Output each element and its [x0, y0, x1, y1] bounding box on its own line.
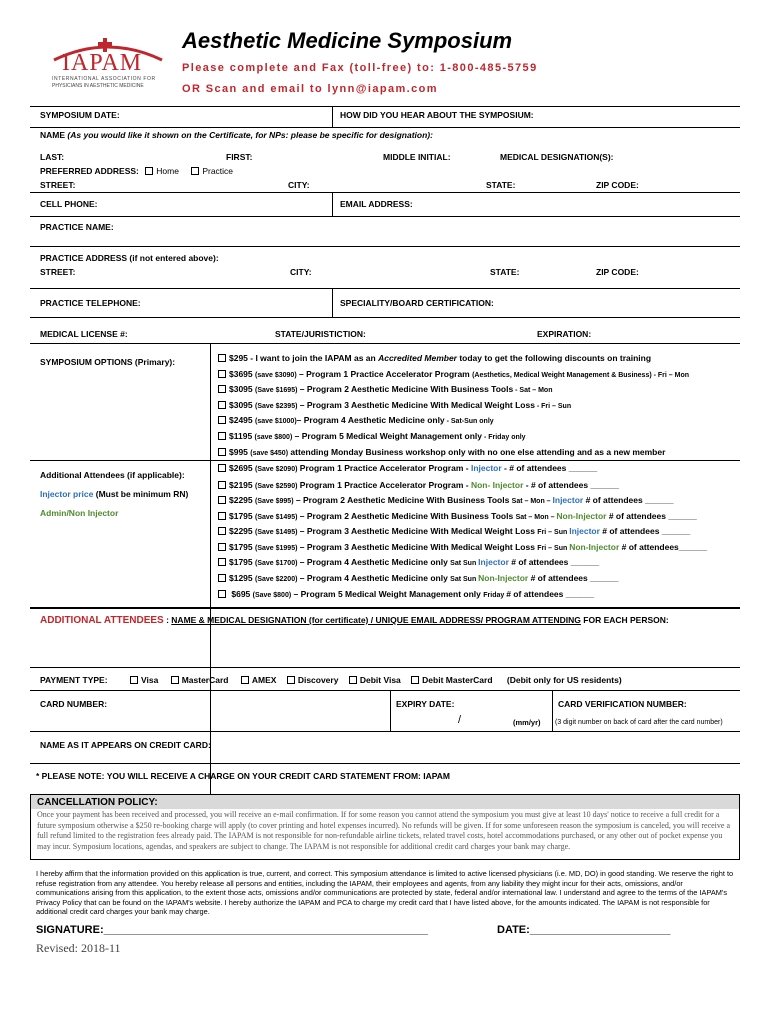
program-name: Program 1 Practice Accelerator Program -: [297, 463, 471, 473]
option-business-workshop[interactable]: $995 (save $450) attending Monday Business workshop only with no one else attending and as a new member: [218, 447, 665, 457]
checkbox[interactable]: [218, 354, 226, 362]
checkbox[interactable]: [218, 512, 226, 520]
card-number-field[interactable]: CARD NUMBER:: [40, 699, 108, 709]
name-label: NAME: [40, 130, 66, 140]
checkbox[interactable]: [218, 370, 226, 378]
payment-options: [130, 675, 622, 685]
signature-line[interactable]: SIGNATURE:_____________________________________________________: [36, 924, 428, 936]
checkbox[interactable]: [218, 590, 226, 598]
debit-visa-checkbox[interactable]: [349, 676, 357, 684]
program-name: – Program 5 Medical Weight Management only: [291, 589, 484, 599]
price: $1795: [229, 542, 255, 552]
jurisdiction-field[interactable]: STATE/JURISTICTION:: [275, 329, 366, 339]
program-name: – Program 2 Aesthetic Medicine With Business Tools: [297, 511, 516, 521]
middle-initial-field[interactable]: MIDDLE INITIAL:: [383, 152, 451, 162]
practice-state-field[interactable]: STATE:: [490, 267, 520, 277]
attendee-count[interactable]: # of attendees ______: [583, 495, 674, 505]
program-name: – Program 3 Aesthetic Medicine With Medical Weight Loss: [297, 542, 538, 552]
symposium-options-label: SYMPOSIUM OPTIONS (Primary):: [40, 357, 176, 367]
attendee-count[interactable]: # of attendees ______: [506, 589, 595, 599]
additional-option-1[interactable]: [218, 463, 597, 473]
option-program-2[interactable]: $3095 (Save $1695) – Program 2 Aesthetic Medicine With Business Tools - Sat – Mon: [218, 384, 552, 394]
additional-option-8[interactable]: [218, 573, 618, 583]
revised-label: Revised: 2018-11: [36, 941, 121, 955]
checkbox[interactable]: [218, 464, 226, 472]
mmyr-label: (mm/yr): [513, 718, 541, 727]
additional-attendees-label: Additional Attendees (if applicable):: [40, 470, 185, 480]
date-line[interactable]: DATE:_______________________: [497, 924, 671, 936]
payment-type-label: PAYMENT TYPE:: [40, 675, 108, 685]
attendee-count[interactable]: # of attendees ______: [599, 526, 691, 536]
logo-text: IAPAM: [62, 50, 143, 76]
savings: (Save $800): [252, 592, 292, 599]
expiration-field[interactable]: EXPIRATION:: [537, 329, 592, 339]
preferred-address-label: PREFERRED ADDRESS:: [40, 166, 139, 176]
checkbox[interactable]: [218, 385, 226, 393]
additional-attendees-tail: FOR EACH PERSON:: [580, 615, 669, 625]
additional-option-4[interactable]: [218, 511, 697, 521]
price: $1295: [229, 573, 255, 583]
name-note: (As you would like it shown on the Certificate, for NPs: please be specific for designation):: [67, 130, 433, 140]
savings: (Save $2590): [255, 483, 298, 490]
home-label: Home: [156, 166, 179, 176]
cvn-field[interactable]: CARD VERIFICATION NUMBER:: [558, 699, 687, 709]
savings: (Save $1995): [255, 545, 298, 552]
attendee-type: Injector: [552, 495, 584, 505]
program-name: Program 1 Practice Accelerator Program -: [297, 480, 471, 490]
cell-phone-field[interactable]: CELL PHONE:: [40, 199, 98, 209]
days: Fri – Sun: [537, 529, 570, 536]
additional-option-2[interactable]: [218, 480, 619, 490]
fax-line: Please complete and Fax (toll-free) to: 1-800-485-5759: [182, 62, 538, 74]
price: $1795: [229, 511, 255, 521]
practice-street-field[interactable]: STREET:: [40, 267, 76, 277]
license-field[interactable]: MEDICAL LICENSE #:: [40, 329, 128, 339]
additional-option-9[interactable]: [218, 589, 594, 599]
amex-checkbox[interactable]: [241, 676, 249, 684]
zip-field[interactable]: ZIP CODE:: [596, 180, 639, 190]
name-label-row: [40, 130, 433, 140]
discovery-checkbox[interactable]: [287, 676, 295, 684]
savings: (Save $1700): [255, 560, 298, 567]
savings: (Save $1495): [255, 529, 298, 536]
attendee-count[interactable]: - # of attendees ______: [501, 463, 598, 473]
checkbox[interactable]: [218, 543, 226, 551]
price: $2295: [229, 526, 255, 536]
option-program-1[interactable]: $3695 (save $3090) – Program 1 Practice Accelerator Program (Aesthetics, Medical Weight Management & Business) - Fri – Mon: [218, 369, 689, 379]
cancellation-text: Once your payment has been received and processed, you will receive an e-mail confirmation. If for some reason you cannot attend the symposium you must give at least 10 days' notice to receive a full credit for a future symposium otherwise a $250 re-booking charge will apply (to cover printing and hotel expenses incurred). No refunds will be given. If for some unforeseen reason the symposium is canceled, you will receive a full refund limited to the registration fees already paid. The IAPAM is not responsible for non-refundable airline tickets, related travel costs, hotel accommodations purchased, or any other out of pocket expense you may incur. Symposium locations, agendas, and speakers are subject to change. The IAPAM is not responsible for additional credit card charges your bank may charge.: [37, 810, 730, 851]
price: $1795: [229, 557, 255, 567]
price: $2695: [229, 463, 255, 473]
price: $695: [229, 589, 253, 599]
attendee-type: Injector: [470, 463, 502, 473]
practice-name-field[interactable]: PRACTICE NAME:: [40, 222, 114, 232]
admin-non-injector-label: Admin/Non Injector: [40, 508, 119, 518]
checkbox[interactable]: [218, 527, 226, 535]
additional-attendees-bar: ADDITIONAL ATTENDEES : NAME & MEDICAL DESIGNATION (for certificate) / UNIQUE EMAIL ADDRESS/ PROGRAM ATTENDING FOR EACH PERSON:: [40, 615, 669, 626]
practice-label: Practice: [202, 166, 234, 176]
savings: (Save $2200): [255, 576, 298, 583]
last-name-field[interactable]: LAST:: [40, 152, 65, 162]
savings: (Save $2090): [255, 466, 298, 473]
logo: [48, 36, 168, 92]
preferred-address-row: [40, 166, 233, 176]
email-line: OR Scan and email to lynn@iapam.com: [182, 83, 438, 95]
payment-type-row: [40, 675, 108, 685]
debit-mastercard-checkbox[interactable]: [411, 676, 419, 684]
expiry-slash: /: [458, 714, 462, 726]
practice-phone-field[interactable]: PRACTICE TELEPHONE:: [40, 298, 141, 308]
attendee-count[interactable]: # of attendees______: [619, 542, 708, 552]
name-on-card-field[interactable]: NAME AS IT APPEARS ON CREDIT CARD:: [40, 740, 211, 750]
checkbox[interactable]: [218, 481, 226, 489]
cancellation-box: [30, 794, 740, 860]
symposium-date-label: SYMPOSIUM DATE:: [40, 110, 120, 120]
mastercard-label: MasterCard: [181, 675, 229, 685]
mastercard-checkbox[interactable]: [171, 676, 179, 684]
checkbox[interactable]: [218, 558, 226, 566]
program-name: – Program 4 Aesthetic Medicine only: [297, 573, 451, 583]
street-field[interactable]: STREET:: [40, 180, 76, 190]
attendee-count[interactable]: - # of attendees ______: [523, 480, 619, 490]
additional-attendees-title: ADDITIONAL ATTENDEES: [40, 615, 164, 626]
attendee-type: Injector: [478, 557, 509, 567]
debit-visa-label: Debit Visa: [359, 675, 401, 685]
how-heard-label: HOW DID YOU HEAR ABOUT THE SYMPOSIUM:: [340, 110, 534, 120]
attendee-count[interactable]: # of attendees ______: [508, 557, 600, 567]
additional-option-5[interactable]: [218, 526, 690, 536]
days: Sat Sun: [450, 560, 479, 567]
attendee-type: Non-Injector: [478, 573, 529, 583]
checkbox[interactable]: [218, 574, 226, 582]
option-program-4[interactable]: $2495 (save $1000)– Program 4 Aesthetic Medicine only - Sat-Sun only: [218, 415, 494, 425]
city-field[interactable]: CITY:: [288, 180, 310, 190]
amex-label: AMEX: [251, 675, 277, 685]
debit-note: (Debit only for US residents): [506, 675, 622, 685]
checkbox[interactable]: [218, 448, 226, 456]
program-name: – Program 3 Aesthetic Medicine With Medical Weight Loss: [297, 526, 538, 536]
email-field[interactable]: EMAIL ADDRESS:: [340, 199, 413, 209]
days: Sat Sun: [450, 576, 479, 583]
practice-city-field[interactable]: CITY:: [290, 267, 312, 277]
checkbox[interactable]: [218, 416, 226, 424]
practice-address-label: PRACTICE ADDRESS (if not entered above):: [40, 253, 219, 263]
specialty-field[interactable]: SPECIALITY/BOARD CERTIFICATION:: [340, 298, 494, 308]
discovery-label: Discovery: [297, 675, 339, 685]
option-program-3[interactable]: $3095 (Save $2395) – Program 3 Aesthetic Medicine With Medical Weight Loss - Fri – Sun: [218, 400, 571, 410]
days: Friday: [483, 592, 507, 599]
option-membership[interactable]: $295 - I want to join the IAPAM as an Accredited Member today to get the following discounts on training: [218, 353, 651, 363]
checkbox[interactable]: [218, 496, 226, 504]
attendee-type: Non-Injector: [556, 511, 607, 521]
program-name: – Program 4 Aesthetic Medicine only: [297, 557, 451, 567]
injector-price-label: Injector price: [40, 489, 94, 499]
practice-zip-field[interactable]: ZIP CODE:: [596, 267, 639, 277]
cancellation-title: CANCELLATION POLICY:: [37, 797, 158, 808]
logo-subtitle-2: PHYSICIANS IN AESTHETIC MEDICINE: [52, 83, 144, 89]
price: $2195: [229, 480, 255, 490]
charge-note: * PLEASE NOTE: YOU WILL RECEIVE A CHARGE ON YOUR CREDIT CARD STATEMENT FROM: IAPAM: [36, 771, 450, 781]
additional-option-3[interactable]: [218, 495, 673, 505]
savings: (Save $995): [255, 498, 294, 505]
additional-attendees-text: NAME & MEDICAL DESIGNATION (for certificate) / UNIQUE EMAIL ADDRESS/ PROGRAM ATTENDING: [171, 615, 581, 625]
price: $2295: [229, 495, 255, 505]
checkbox[interactable]: [218, 401, 226, 409]
state-field[interactable]: STATE:: [486, 180, 516, 190]
attendee-count[interactable]: # of attendees ______: [606, 511, 697, 521]
attendee-count[interactable]: # of attendees ______: [528, 573, 619, 583]
savings: (Save $1495): [255, 514, 298, 521]
attendee-type: Injector: [569, 526, 600, 536]
attendee-type: Non-Injector: [569, 542, 620, 552]
debit-mastercard-label: Debit MasterCard: [422, 675, 493, 685]
home-checkbox[interactable]: [145, 167, 153, 175]
designation-field[interactable]: MEDICAL DESIGNATION(S):: [500, 152, 614, 162]
checkbox[interactable]: [218, 432, 226, 440]
injector-min-label: (Must be minimum RN): [93, 489, 189, 499]
page-title: Aesthetic Medicine Symposium: [182, 28, 513, 53]
injector-price-note: [40, 489, 188, 499]
visa-label: Visa: [141, 675, 159, 685]
visa-checkbox[interactable]: [130, 676, 138, 684]
cvn-note: (3 digit number on back of card after the card number): [555, 719, 723, 726]
attendee-type: Non- Injector: [470, 480, 524, 490]
additional-option-7[interactable]: [218, 557, 599, 567]
additional-option-6[interactable]: [218, 542, 707, 552]
program-name: – Program 2 Aesthetic Medicine With Business Tools: [293, 495, 512, 505]
days: Sat – Mon –: [515, 514, 557, 521]
days: Sat – Mon –: [511, 498, 553, 505]
first-name-field[interactable]: FIRST:: [226, 152, 253, 162]
expiry-date-field[interactable]: EXPIRY DATE:: [396, 699, 455, 709]
logo-subtitle: INTERNATIONAL ASSOCIATION FOR: [52, 76, 156, 82]
affirm-text: I hereby affirm that the information provided on this application is true, current, and correct. This symposium attendance is limited to active licensed physicians (i.e. MD, DO) in good standing. We reserve the right to refuse registration from any attendee. You hereby release all persons and entities, including the IAPAM, their employees and agents, from any liability they might incur for their acts, omissions, and/or communications arising from this application, to the extent those acts, omissions and/or communications are protected by state, federal and/or international law. I understand and agree to the terms of the IAPAM's Privacy Policy that can be found on the IAPAM's website. I hereby authorize the IAPAM and PCA to charge my credit card that I have listed above, for the amounts indicated. The IAPAM is not responsible for additional credit card charges your bank may charge.: [36, 869, 734, 916]
days: Fri – Sun: [537, 545, 570, 552]
option-program-5[interactable]: $1195 (save $800) – Program 5 Medical Weight Management only - Friday only: [218, 431, 526, 441]
practice-checkbox[interactable]: [191, 167, 199, 175]
